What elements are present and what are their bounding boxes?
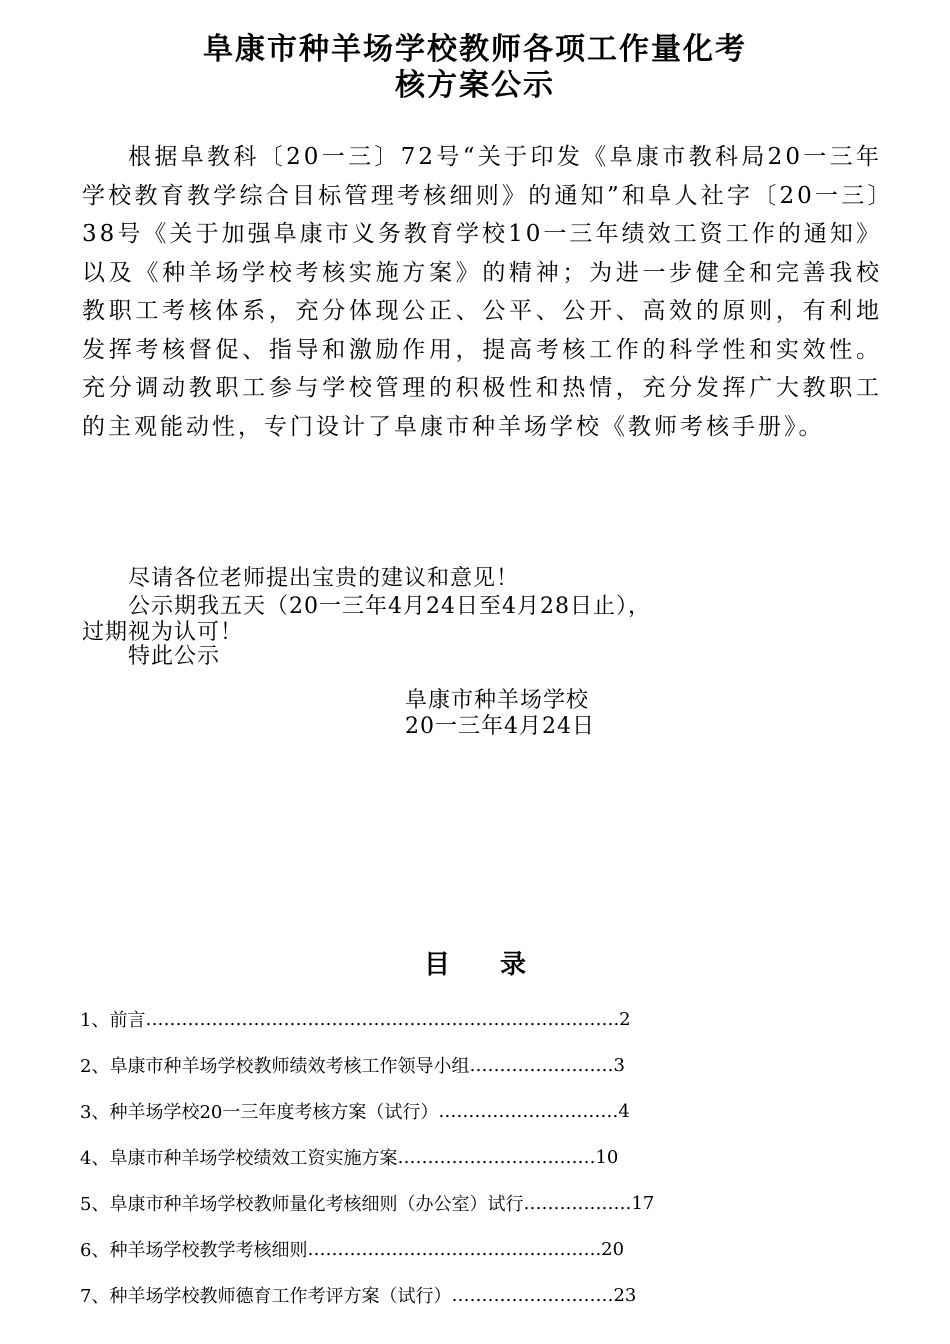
toc-item-title: 4、阜康市种羊场学校绩效工资实施方案 <box>80 1148 398 1169</box>
toc-leader-dots: ……………… <box>523 1192 632 1214</box>
toc-heading: 目录 <box>423 950 576 980</box>
toc-page-number: 17 <box>631 1192 655 1214</box>
toc-item-title: 3、种羊场学校20一三年度考核方案（试行） <box>80 1102 439 1123</box>
toc-item[interactable] <box>80 1226 800 1272</box>
toc-item[interactable] <box>80 1180 800 1226</box>
toc-leader-dots: …………………… <box>469 1054 614 1076</box>
toc-item[interactable] <box>80 1088 800 1134</box>
toc-leader-dots: ………………………………………… <box>307 1238 596 1260</box>
toc-page-number: 4 <box>618 1100 630 1122</box>
main-paragraph: 根据阜教科〔20一三〕72号“关于印发《阜康市教科局20一三年学校教育教学综合目标管理考核细则》的通知”和阜人社字〔20一三〕38号《关于加强阜康市义务教育学校10一三年绩效工资工作的通知》以及《种羊场学校考核实施方案》的精神；为进一步健全和完善我校教职工考核体系，充分体现公正、公平、公开、高效的原则，有利地发挥考核督促、指导和激励作用，提高考核工作的科学性和实效性。充分调动教职工参与学校管理的积极性和热情，充分发挥广大教职工的主观能动性，专门设计了阜康市种羊场学校《教师考核手册》。 <box>82 144 882 440</box>
toc-item-title: 7、种羊场学校教师德育工作考评方案（试行） <box>80 1286 452 1307</box>
toc-page-number: .20 <box>595 1238 625 1260</box>
toc-item[interactable] <box>80 1042 800 1088</box>
toc-item-title: 1、前言 <box>80 1010 146 1031</box>
notice-line: 特此公示 <box>128 644 221 669</box>
period-line-1: 公示期我五天（20一三年4月24日至4月28日止）， <box>128 594 651 619</box>
toc-leader-dots: …………………………………………………………………… <box>145 1008 614 1030</box>
request-line: 尽请各位老师提出宝贵的建议和意见！ <box>128 566 520 591</box>
toc-leader-dots: ……………………… <box>451 1284 614 1306</box>
toc-leader-dots: …………………………… <box>397 1146 596 1168</box>
toc-leader-dots: ………………………… <box>438 1100 619 1122</box>
toc-item-title: 5、阜康市种羊场学校教师量化考核细则（办公室）试行 <box>80 1194 524 1215</box>
toc-item-title: 6、种羊场学校教学考核细则 <box>80 1240 308 1261</box>
signature-organization: 阜康市种羊场学校 <box>405 688 590 713</box>
toc-page-number: 10 <box>595 1146 619 1168</box>
toc-item-title: 2、阜康市种羊场学校教师绩效考核工作领导小组 <box>80 1056 470 1077</box>
document-title-line-2: 核方案公示 <box>395 68 555 103</box>
period-line-2: 过期视为认可！ <box>82 620 244 645</box>
document-title-line-1: 阜康市种羊场学校教师各项工作量化考 <box>203 32 747 67</box>
toc-page-number: 3 <box>613 1054 625 1076</box>
toc-item[interactable] <box>80 996 800 1042</box>
toc-page-number: 23 <box>613 1284 637 1306</box>
table-of-contents <box>80 996 800 1318</box>
toc-item[interactable] <box>80 1272 800 1318</box>
toc-item[interactable] <box>80 1134 800 1180</box>
toc-page-number: .2 <box>613 1008 631 1030</box>
signature-date: 20一三年4月24日 <box>405 714 595 739</box>
